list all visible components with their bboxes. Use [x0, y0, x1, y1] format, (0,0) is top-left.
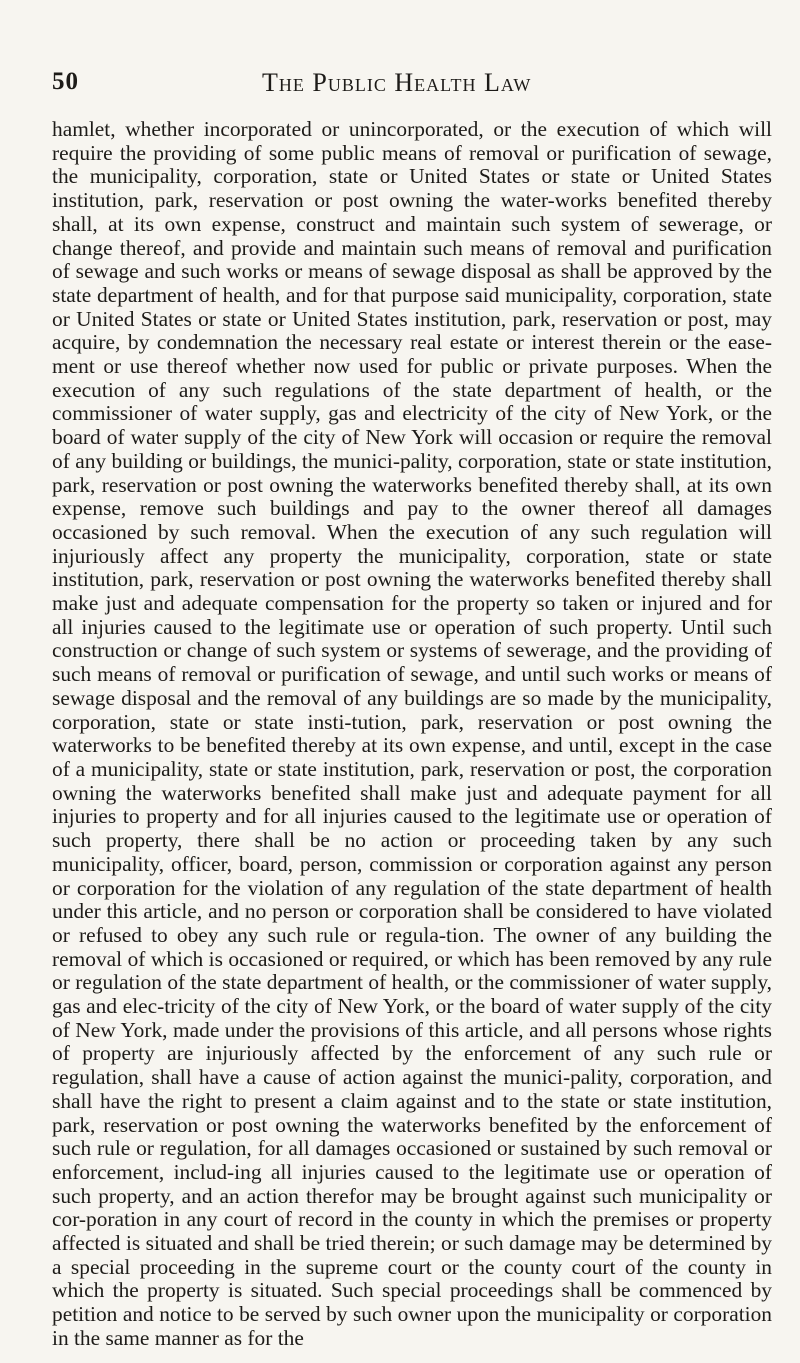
book-page [52, 58, 772, 1351]
page-number: 50 [52, 68, 79, 95]
running-title: The Public Health Law [262, 68, 532, 97]
running-head [52, 58, 772, 104]
body-paragraph: hamlet, whether incorporated or unincorporated, or the execution of which will require the providing of some public means of removal or purification of sewage, the municipality, corporation, state or United States or state or United States institution, park, reservation or post owning the water-works benefited thereby shall, at its own expense, construct and maintain such system of sewerage, or change thereof, and provide and maintain such means of removal and purification of sewage and such works or means of sewage disposal as shall be approved by the state department of health, and for that purpose said municipality, corporation, state or United States or state or United States institution, park, reservation or post, may acquire, by condemnation the necessary real estate or interest therein or the ease-ment or use thereof whether now used for public or private purposes. When the execution of any such regulations of the state department of health, or the commissioner of water supply, gas and electricity of the city of New York, or the board of water supply of the city of New York will occasion or require the removal of any building or buildings, the munici-pality, corporation, state or state institution, park, reservation or post owning the waterworks benefited thereby shall, at its own expense, remove such buildings and pay to the owner thereof all damages occasioned by such removal. When the execution of any such regulation will injuriously affect any property the municipality, corporation, state or state institution, park, reservation or post owning the waterworks benefited thereby shall make just and adequate compensation for the property so taken or injured and for all injuries caused to the legitimate use or operation of such property. Until such construction or change of such system or systems of sewerage, and the providing of such means of removal or purification of sewage, and until such works or means of sewage disposal and the removal of any buildings are so made by the municipality, corporation, state or state insti-tution, park, reservation or post owning the waterworks to be benefited thereby at its own expense, and until, except in the case of a municipality, state or state institution, park, reservation or post, the corporation owning the waterworks benefited shall make just and adequate payment for all injuries to property and for all injuries caused to the legitimate use or operation of such property, there shall be no action or proceeding taken by any such municipality, officer, board, person, commission or corporation against any person or corporation for the violation of any regulation of the state department of health under this article, and no person or corporation shall be considered to have violated or refused to obey any such rule or regula-tion. The owner of any building the removal of which is occasioned or required, or which has been removed by any rule or regulation of the state department of health, or the commissioner of water supply, gas and elec-tricity of the city of New York, or the board of water supply of the city of New York, made under the provisions of this article, and all persons whose rights of property are injuriously affected by the enforcement of any such rule or regulation, shall have a cause of action against the munici-pality, corporation, and shall have the right to present a claim against and to the state or state institution, park, reservation or post owning the waterworks benefited by the enforcement of such rule or regulation, for all damages occasioned or sustained by such removal or enforcement, includ-ing all injuries caused to the legitimate use or operation of such property, and an action therefor may be brought against such municipality or cor-poration in any court of record in the county in which the premises or property affected is situated and shall be tried therein; or such damage may be determined by a special proceeding in the supreme court or the county court of the county in which the property is situated. Such special proceedings shall be commenced by petition and notice to be served by such owner upon the municipality or corporation in the same manner as for the [52, 117, 772, 1350]
